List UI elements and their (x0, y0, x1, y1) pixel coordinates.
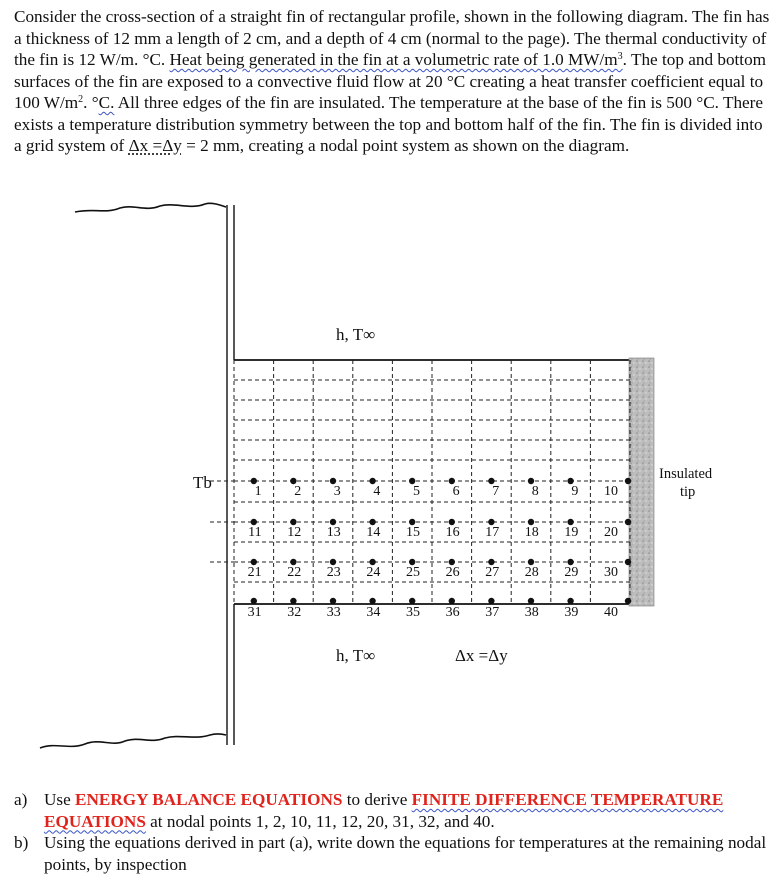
node-label: 15 (406, 525, 420, 540)
node-label: 30 (604, 565, 618, 580)
node-labels (248, 484, 618, 620)
node-point (488, 598, 494, 604)
node-label: 25 (406, 565, 420, 580)
insulated-tip-label-2: tip (680, 484, 696, 500)
node-label: 3 (333, 484, 341, 499)
node-label: 9 (571, 484, 579, 499)
node-point (625, 519, 631, 525)
node-label: 34 (366, 605, 381, 620)
node-label: 40 (604, 605, 618, 620)
node-point (625, 598, 631, 604)
top-convection-label: h, T∞ (336, 325, 376, 344)
question-b-letter: b) (14, 833, 29, 852)
node-label: 12 (287, 525, 302, 540)
node-label: 10 (604, 484, 618, 499)
node-label: 16 (445, 525, 460, 540)
node-label: 38 (524, 605, 539, 620)
node-label: 20 (604, 525, 618, 540)
node-label: 29 (564, 565, 579, 580)
node-label: 19 (564, 525, 579, 540)
node-point (625, 478, 631, 484)
node-point (369, 598, 375, 604)
question-b-text: Using the equations derived in part (a), write down the equations for temperatures at the remaining nodal points, by inspection (44, 833, 767, 874)
problem-text-grid: Δx =Δy (128, 136, 182, 155)
node-label: 23 (326, 565, 341, 580)
node-label: 27 (485, 565, 500, 580)
node-point (528, 598, 534, 604)
node-label: 4 (373, 484, 381, 499)
bottom-convection-label: h, T∞ (336, 646, 376, 665)
node-label: 6 (452, 484, 460, 499)
node-label: 36 (445, 605, 460, 620)
node-label: 37 (485, 605, 500, 620)
problem-text-3: . The top and bottom surfaces of the fin are exposed to a convective fluid flow at 20 °C creating a heat transfer coefficient equal to 100 W/m (14, 50, 767, 112)
node-point (625, 559, 631, 565)
question-a-pre: Use (44, 790, 76, 809)
wall-break-bottom (40, 734, 226, 748)
node-label: 11 (248, 525, 262, 540)
node-label: 39 (564, 605, 579, 620)
node-point (567, 598, 573, 604)
node-label: 32 (287, 605, 302, 620)
node-label: 7 (492, 484, 500, 499)
node-point (409, 598, 415, 604)
problem-text-4b: C. (98, 93, 115, 112)
node-label: 2 (294, 484, 302, 499)
node-label: 22 (287, 565, 302, 580)
problem-text-5: All three edges of the fin are insulated. The temperature at the base of the fin is 500 °C. There exists a temperature distribution symmetry between the top and bottom half of the fin. The fin is divided into a grid system of (14, 93, 764, 155)
node-label: 35 (406, 605, 420, 620)
problem-text-generation: Heat being generated in the fin at a volumetric rate of 1.0 $MW/m^3$ (169, 50, 623, 69)
wall-break-top (75, 203, 226, 212)
insulated-tip (629, 358, 654, 606)
node-point (290, 598, 296, 604)
questions (14, 789, 774, 875)
question-a-red-2: FINITE DIFFERENCE TEMPERATURE EQUATIONS (44, 790, 724, 831)
node-label: 31 (247, 605, 262, 620)
node-label: 13 (326, 525, 341, 540)
question-a-post: at nodal points 1, 2, 10, 11, 12, 20, 31, 32, and 40. (145, 811, 495, 831)
problem-text-7: = 2 mm, creating a nodal point system as shown on the diagram. (181, 136, 630, 155)
problem-sup-2: 2 (78, 94, 84, 105)
node-point (449, 598, 455, 604)
node-label: 18 (524, 525, 539, 540)
grid-spacing-label: Δx =Δy (455, 646, 508, 665)
question-a-letter: a) (14, 790, 28, 809)
node-label: 26 (445, 565, 460, 580)
question-b (14, 832, 774, 875)
node-point (330, 598, 336, 604)
node-label: 14 (366, 525, 381, 540)
question-a (14, 789, 774, 832)
question-a-red-1: ENERGY BALANCE EQUATIONS (75, 790, 343, 809)
node-label: 1 (254, 484, 262, 499)
insulated-tip-label: Insulated (659, 466, 713, 482)
node-label: 21 (247, 565, 262, 580)
node-point (251, 598, 257, 604)
node-label: 5 (413, 484, 420, 499)
node-label: 28 (524, 565, 539, 580)
problem-text-4: . ° (83, 93, 99, 112)
node-label: 24 (366, 565, 381, 580)
node-label: 17 (485, 525, 500, 540)
node-label: 8 (531, 484, 539, 499)
question-a-mid: to derive (342, 790, 412, 809)
base-temperature-label: Tb (193, 473, 212, 492)
node-label: 33 (326, 605, 341, 620)
problem-text-1: Consider the cross-section of a straight fin of rectangular profile, shown in the following diagram. The fin has a thickness of 12 mm a length of 2 cm, and a depth of 4 cm (normal to the page). The thermal conductivity of the fin is 12 W/m. °C. (14, 7, 770, 69)
